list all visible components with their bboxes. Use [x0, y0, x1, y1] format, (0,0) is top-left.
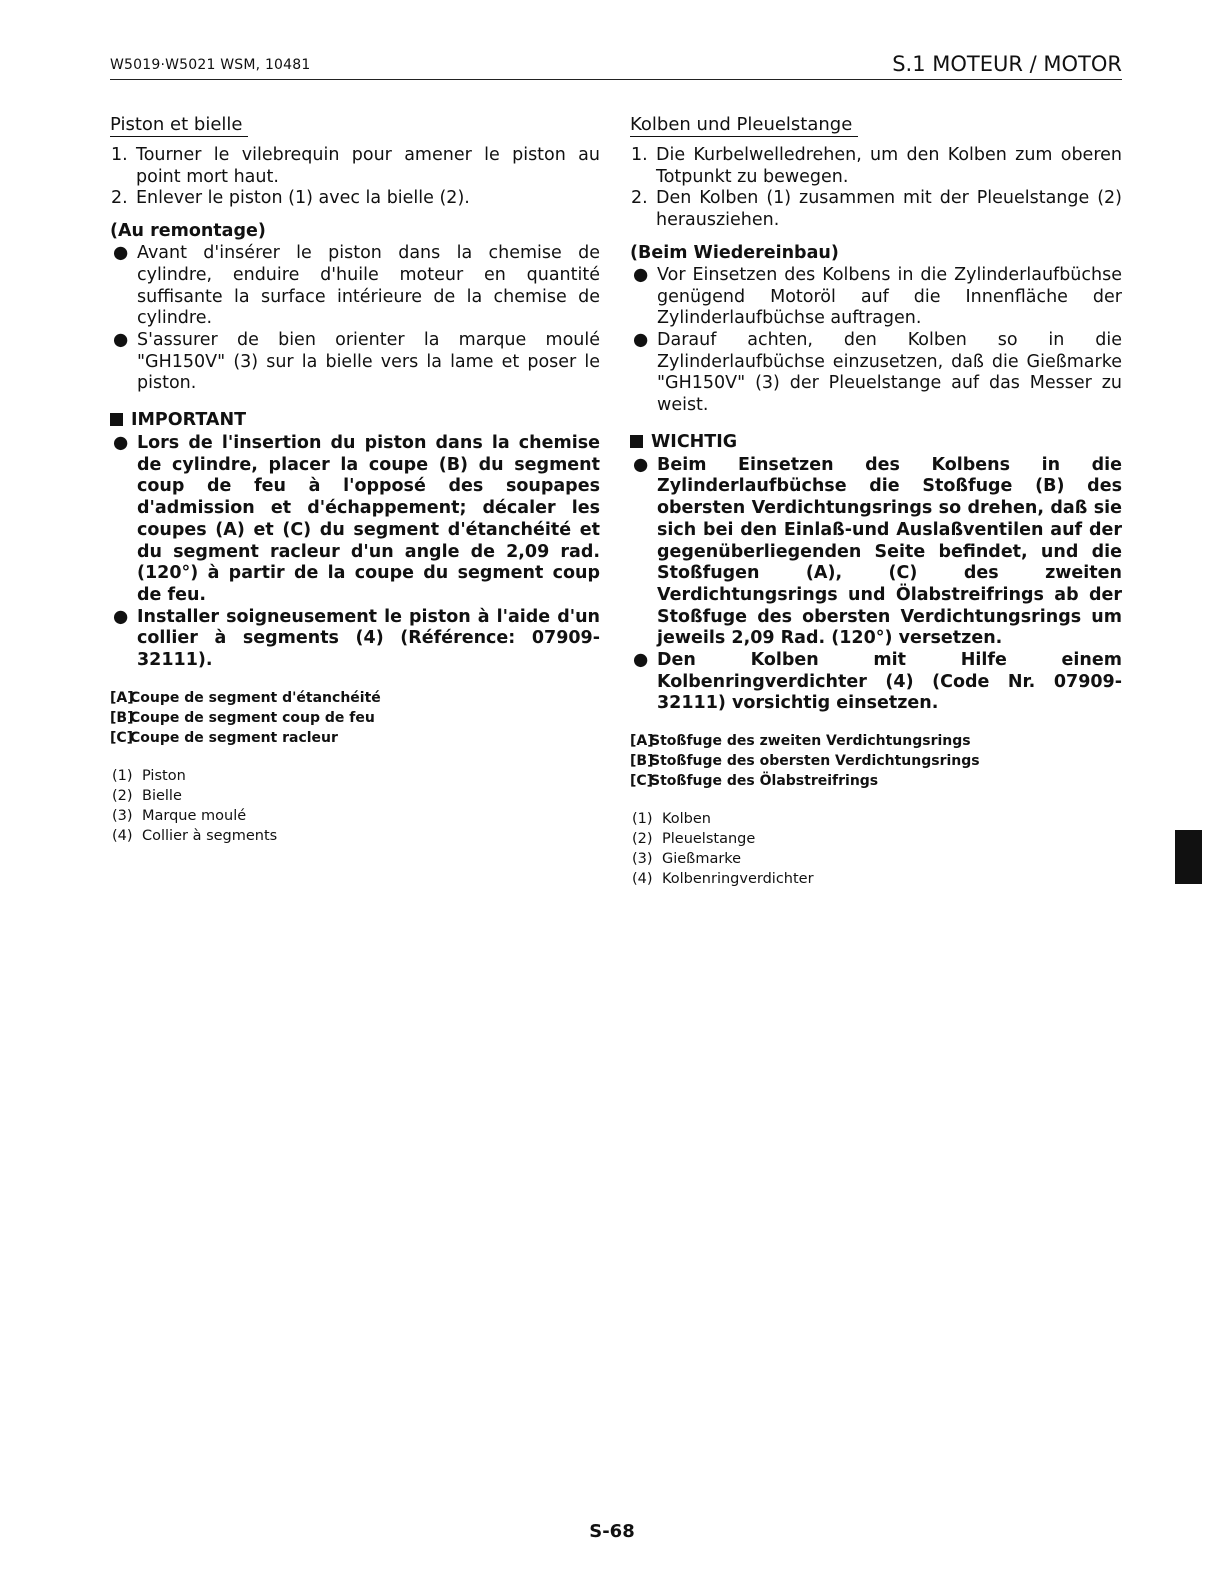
- german-important-list: [630, 455, 1122, 715]
- list-item: ● Den Kolben mit Hilfe einem Kolbenringverdichter (4) (Code Nr. 07909-32111) vorsichtig einsetzen.: [633, 650, 1122, 714]
- list-item: ● Beim Einsetzen des Kolbens in die Zylinderlaufbüchse die Stoßfuge (B) des obersten Verdichtungsrings so drehen, daß sie sich bei den Einlaß-und Auslaßventilen auf der gegenüberliegenden Seite befindet, und die Stoßfugen (A), (C) des zweiten Verdichtungsrings und Ölabstreifrings ab der Stoßfuge des obersten Verdichtungsrings um jeweils 2,09 Rad. (120°) versetzen.: [633, 454, 1122, 649]
- bullet-icon: ●: [113, 433, 129, 454]
- french-steps: [110, 145, 600, 210]
- german-reassembly-heading: (Beim Wiedereinbau): [630, 242, 839, 263]
- french-ring-legend: [110, 688, 600, 748]
- list-item: 1. Tourner le vilebrequin pour amener le piston au point mort haut.: [111, 145, 600, 187]
- square-marker-icon: [110, 413, 123, 426]
- german-important-heading: WICHTIG: [630, 431, 1122, 453]
- bullet-icon: ●: [633, 650, 649, 671]
- list-item: [A] Coupe de segment d'étanchéité: [110, 689, 381, 706]
- list-item: [C] Stoßfuge des Ölabstreifrings: [630, 773, 879, 790]
- list-item: 1. Die Kurbelwelledrehen, um den Kolben zum oberen Totpunkt zu bewegen.: [631, 145, 1122, 187]
- list-item: [B] Stoßfuge des obersten Verdichtungsrings: [630, 753, 980, 770]
- french-important-list: [110, 433, 600, 672]
- bullet-icon: ●: [633, 264, 649, 285]
- list-item: [C] Coupe de segment racleur: [110, 729, 338, 746]
- french-column: [110, 114, 600, 846]
- bullet-icon: ●: [633, 454, 649, 475]
- german-steps: [630, 145, 1122, 232]
- german-parts-legend: [630, 809, 1122, 889]
- list-item: (1) Piston: [112, 767, 186, 784]
- french-parts-legend: [110, 766, 600, 846]
- list-item: 2. Enlever le piston (1) avec la bielle (2).: [111, 188, 470, 209]
- list-item: ● Avant d'insérer le piston dans la chemise de cylindre, enduire d'huile moteur en quantité suffisante la surface intérieure de la chemise de cylindre.: [113, 243, 600, 329]
- list-item: ● Darauf achten, den Kolben so in die Zylinderlaufbüchse einzusetzen, daß die Gießmarke "GH150V" (3) der Pleuelstange auf das Messer zu weist.: [633, 329, 1122, 416]
- list-item: ● S'assurer de bien orienter la marque moulé "GH150V" (3) sur la bielle vers la lame et poser le piston.: [113, 329, 600, 394]
- french-reassembly-heading: (Au remontage): [110, 221, 266, 242]
- french-important-heading: IMPORTANT: [110, 409, 600, 431]
- list-item: (2) Bielle: [112, 787, 182, 804]
- list-item: ● Lors de l'insertion du piston dans la chemise de cylindre, placer la coupe (B) du segment coup de feu à l'opposé des soupapes d'admission et d'échappement; décaler les coupes (A) et (C) du segment d'étanchéité et du segment racleur d'un angle de 2,09 rad. (120°) à partir de la coupe du segment coup de feu.: [113, 433, 600, 605]
- french-reassembly-list: [110, 243, 600, 395]
- header-divider: [110, 79, 1122, 80]
- bullet-icon: ●: [113, 606, 129, 627]
- bullet-icon: ●: [113, 329, 129, 350]
- bullet-icon: ●: [113, 243, 129, 264]
- list-item: (3) Gießmarke: [632, 851, 742, 868]
- list-item: [A] Stoßfuge des zweiten Verdichtungsrings: [630, 733, 971, 750]
- list-item: (4) Collier à segments: [112, 827, 278, 844]
- list-item: (1) Kolben: [632, 811, 712, 828]
- list-item: (3) Marque moulé: [112, 807, 247, 824]
- german-ring-legend: [630, 731, 1122, 791]
- list-item: 2. Den Kolben (1) zusammen mit der Pleuelstange (2) herausziehen.: [631, 188, 1122, 231]
- page-number: S-68: [589, 1521, 635, 1542]
- list-item: (4) Kolbenringverdichter: [632, 871, 814, 888]
- list-item: [B] Coupe de segment coup de feu: [110, 709, 375, 726]
- bullet-icon: ●: [633, 329, 649, 350]
- document-reference: W5019·W5021 WSM, 10481: [110, 57, 311, 73]
- french-section-heading: Piston et bielle: [110, 114, 248, 137]
- german-column: [630, 114, 1122, 889]
- section-title: S.1 MOTEUR / MOTOR: [892, 52, 1122, 76]
- list-item: (2) Pleuelstange: [632, 831, 756, 848]
- section-thumb-tab: [1175, 830, 1202, 884]
- list-item: ● Vor Einsetzen des Kolbens in die Zylinderlaufbüchse genügend Motoröl auf die Innenfläche der Zylinderlaufbüchse auftragen.: [633, 264, 1122, 329]
- german-reassembly-list: [630, 265, 1122, 417]
- list-item: ● Installer soigneusement le piston à l'aide d'un collier à segments (4) (Référence: 07909-32111).: [113, 606, 600, 671]
- german-section-heading: Kolben und Pleuelstange: [630, 114, 858, 137]
- square-marker-icon: [630, 435, 643, 448]
